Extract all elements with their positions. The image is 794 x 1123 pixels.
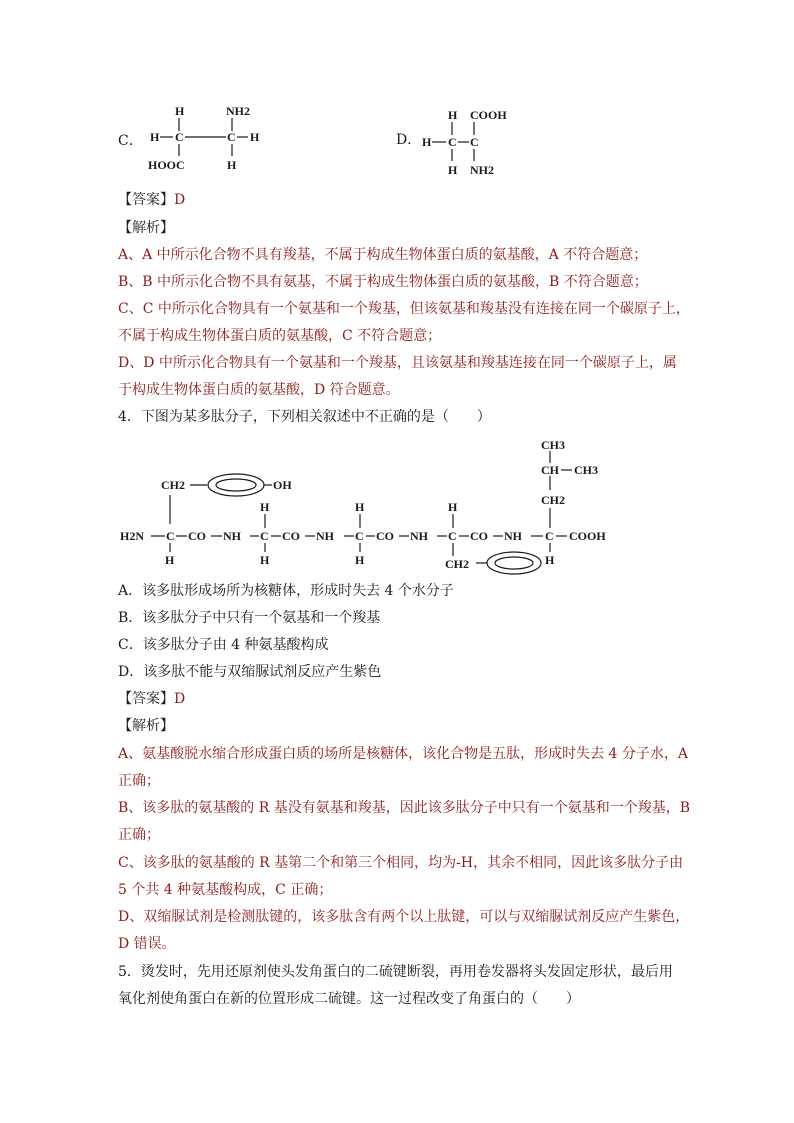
q3-analysis-tag: 【解析】 (118, 220, 174, 236)
struct-c-nh2: NH2 (226, 104, 250, 118)
peptide-ch2-r4: CH2 (445, 557, 469, 571)
q3-analysis-line: B、B 中所示化合物不具有氨基，不属于构成生物体蛋白质的氨基酸，B 不符合题意； (118, 274, 648, 290)
q4-option-c: C．该多肽分子由 4 种氨基酸构成 (118, 637, 329, 653)
struct-d-nh2: NH2 (470, 163, 494, 177)
peptide-ch: CH (541, 463, 559, 477)
q4-answer-tag: 【答案】 (118, 691, 174, 707)
peptide-h-r2-top: H (260, 500, 270, 514)
q3-analysis-line: C、C 中所示化合物具有一个氨基和一个羧基，但该氨基和羧基没有连接在同一个碳原子上， (118, 301, 690, 317)
peptide-c-r3: C (355, 529, 364, 543)
peptide-co-4: CO (470, 529, 488, 543)
q3-analysis-line: 不属于构成生物体蛋白质的氨基酸，C 不符合题意； (118, 328, 442, 344)
structure-d-diagram (416, 102, 536, 182)
struct-d-cooh: COOH (470, 108, 507, 122)
peptide-nh-1: NH (223, 529, 241, 543)
peptide-ch3-top: CH3 (541, 438, 565, 452)
peptide-h-r3-top: H (355, 500, 365, 514)
polypeptide-diagram (115, 432, 635, 582)
struct-d-h-top: H (448, 108, 458, 122)
q4-analysis-line: B、该多肽的氨基酸的 R 基没有氨基和羧基，因此该多肽分子中只有一个氨基和一个羧基，B (118, 800, 691, 816)
q3-answer-tag: 【答案】 (118, 192, 174, 208)
peptide-nh-3: NH (410, 529, 428, 543)
q3-analysis-line: A、A 中所示化合物不具有羧基，不属于构成生物体蛋白质的氨基酸，A 不符合题意； (118, 247, 648, 263)
q4-answer-line (118, 689, 185, 709)
struct-d-h-bottom: H (448, 163, 458, 177)
peptide-h2n: H2N (120, 529, 144, 543)
struct-d-c1: C (448, 135, 457, 149)
peptide-co-1: CO (188, 529, 206, 543)
peptide-nh-2: NH (316, 529, 334, 543)
struct-c-h-top: H (175, 104, 185, 118)
struct-c-hooc: HOOC (148, 158, 185, 172)
peptide-ch2-r5: CH2 (541, 493, 565, 507)
peptide-ch3-right: CH3 (574, 463, 598, 477)
peptide-c-r1: C (166, 529, 175, 543)
peptide-h-r4-top: H (448, 500, 458, 514)
q4-stem: 4．下图为某多肽分子，下列相关叙述中不正确的是（ ） (118, 409, 491, 425)
q3-analysis-line: 于构成生物体蛋白质的氨基酸，D 符合题意。 (118, 382, 400, 398)
struct-c-c2: C (227, 130, 236, 144)
q4-analysis-line: A、氨基酸脱水缩合形成蛋白质的场所是核糖体，该化合物是五肽，形成时失去 4 分子水，A (118, 746, 689, 762)
q4-analysis-line: 5 个共 4 种氨基酸构成，C 正确； (118, 882, 333, 898)
peptide-cooh: COOH (569, 529, 606, 543)
q4-analysis-line: 正确； (118, 827, 160, 843)
option-d-label: D． (396, 132, 422, 148)
q4-analysis-line: D、双缩脲试剂是检测肽键的，该多肽含有两个以上肽键，可以与双缩脲试剂反应产生紫色， (118, 909, 690, 925)
option-c-label: C． (118, 133, 143, 149)
q3-answer-line (118, 190, 185, 210)
peptide-ch2-r1: CH2 (161, 478, 185, 492)
struct-d-c2: C (470, 135, 479, 149)
peptide-co-2: CO (282, 529, 300, 543)
peptide-c-r2: C (260, 529, 269, 543)
peptide-h-r1-bottom: H (165, 553, 175, 567)
q4-analysis-line: C、该多肽的氨基酸的 R 基第二个和第三个相同，均为-H，其余不相同，因此该多肽分子由 (118, 855, 684, 871)
struct-c-h-bottom: H (227, 158, 237, 172)
peptide-h-r2-bottom: H (260, 553, 270, 567)
structure-c-diagram (140, 98, 280, 178)
q4-analysis-tag: 【解析】 (118, 718, 174, 734)
struct-d-h-left: H (422, 135, 432, 149)
peptide-co-3: CO (376, 529, 394, 543)
peptide-h-r5-bottom: H (545, 553, 555, 567)
q4-option-d: D．该多肽不能与双缩脲试剂反应产生紫色 (118, 664, 382, 680)
q4-analysis-line: 正确； (118, 773, 160, 789)
q3-analysis-line: D、D 中所示化合物具有一个氨基和一个羧基，且该氨基和羧基连接在同一个碳原子上，属 (118, 355, 677, 371)
peptide-nh-4: NH (504, 529, 522, 543)
q3-answer: D (174, 192, 186, 208)
q4-analysis-line: D 错误。 (118, 936, 176, 952)
struct-c-c1: C (175, 130, 184, 144)
q5-stem-line: 氧化剂使角蛋白在新的位置形成二硫键。这一过程改变了角蛋白的（ ） (118, 991, 580, 1007)
q4-answer: D (174, 691, 186, 707)
q4-option-b: B．该多肽分子中只有一个氨基和一个羧基 (118, 610, 381, 626)
peptide-oh: OH (273, 478, 292, 492)
q4-option-a: A．该多肽形成场所为核糖体，形成时失去 4 个水分子 (118, 583, 454, 599)
struct-c-h-right: H (250, 130, 260, 144)
peptide-h-r3-bottom: H (355, 553, 365, 567)
peptide-c-r4: C (448, 529, 457, 543)
q5-stem-line: 5．烫发时，先用还原剂使头发角蛋白的二硫键断裂，再用卷发器将头发固定形状，最后用 (118, 964, 673, 980)
peptide-c-r5: C (545, 529, 554, 543)
struct-c-h-left: H (150, 130, 160, 144)
